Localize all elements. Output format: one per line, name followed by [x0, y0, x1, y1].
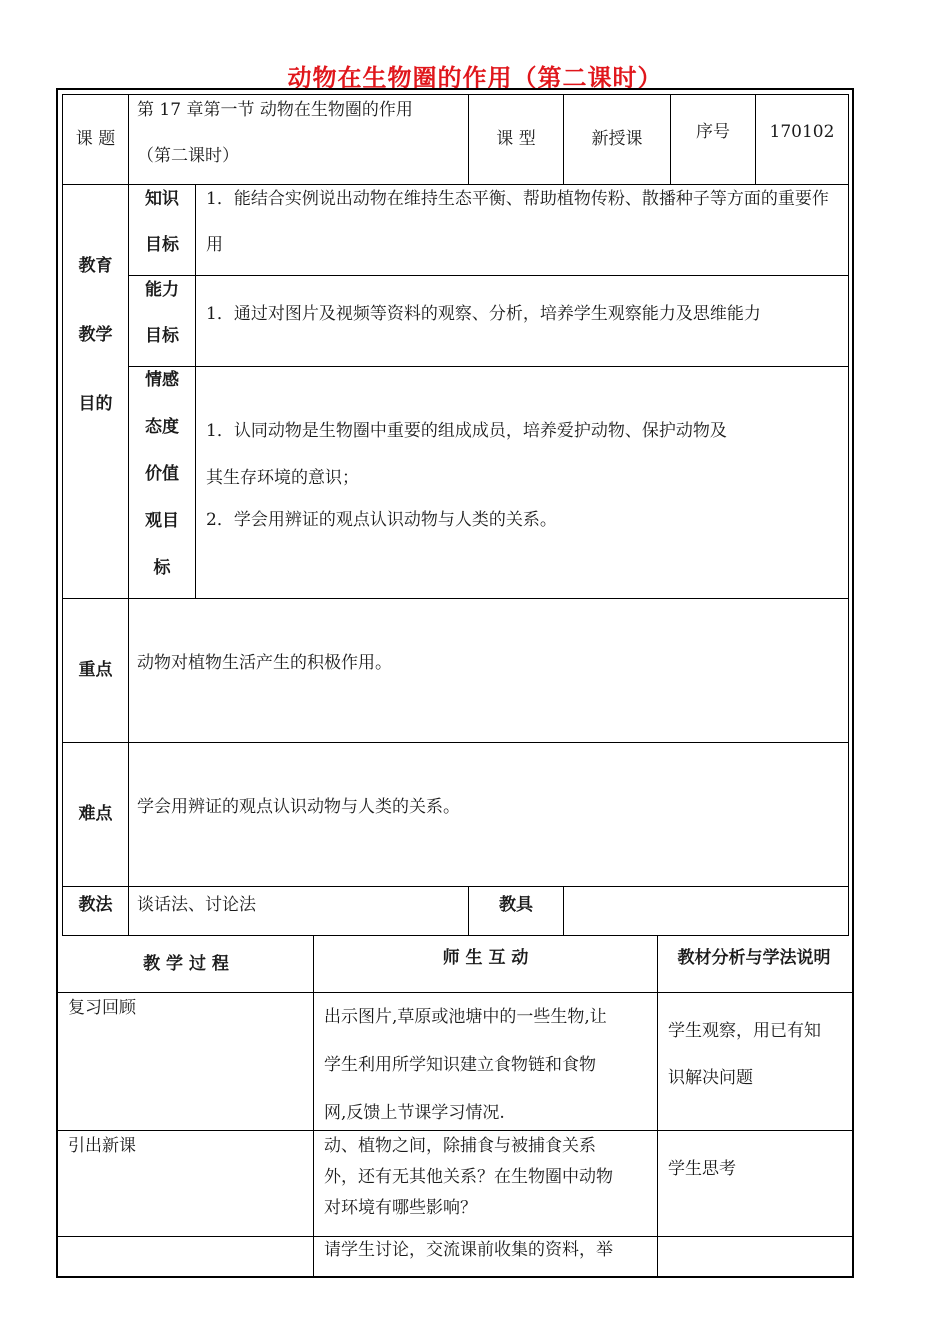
interaction-line: 网,反馈上节课学习情况. [324, 1103, 505, 1123]
method-text: 谈话法、讨论法 [137, 895, 256, 915]
column-divider [657, 935, 658, 1278]
knowledge-objective-text: 1．能结合实例说出动物在维持生态平衡、帮助植物传粉、散播种子等方面的重要作用 [206, 189, 829, 255]
column-divider [313, 935, 314, 1278]
type-label: 课 型 [496, 129, 536, 150]
method-label: 教法 [78, 894, 113, 915]
emotion-label-line2: 态度 [145, 417, 179, 437]
course-title-line1: 第 17 章第一节 动物在生物圈的作用 [137, 100, 413, 120]
interaction-line: 对环境有哪些影响？ [324, 1198, 477, 1218]
row-divider [58, 1236, 852, 1237]
column-divider [195, 184, 196, 598]
knowledge-label-line1: 知识 [145, 189, 179, 209]
process-notes-review [668, 1008, 848, 1102]
difficulty-label: 难点 [78, 804, 113, 825]
document-title: 动物在生物圈的作用（第二课时） [287, 64, 663, 92]
serial-value: 170102 [769, 122, 835, 142]
notes-line: 学生观察，用已有知 [668, 1021, 821, 1041]
difficulty-text: 学会用辨证的观点认识动物与人类的关系。 [137, 797, 460, 817]
emotion-objective-text-3: 2．学会用辨证的观点认识动物与人类的关系。 [206, 510, 557, 530]
emotion-label-line5: 标 [153, 558, 171, 578]
serial-label: 序号 [696, 122, 730, 142]
process-column-interaction: 师 生 互 动 [442, 947, 529, 968]
emotion-objective-text-2: 其生存环境的意识； [206, 468, 359, 488]
row-divider [62, 886, 848, 887]
table-inner-top-border [62, 94, 848, 95]
objectives-label-line1: 教育 [78, 256, 113, 276]
emotion-label-line1: 情感 [145, 370, 179, 390]
knowledge-label-line2: 目标 [145, 235, 179, 255]
interaction-line: 外，还有无其他关系？在生物圈中动物 [324, 1167, 613, 1187]
course-label: 课 题 [75, 129, 116, 150]
process-interaction-discussion: 请学生讨论，交流课前收集的资料，举 [324, 1240, 613, 1260]
row-divider [128, 275, 848, 276]
emotion-label-line3: 价值 [145, 464, 179, 484]
interaction-line: 动、植物之间，除捕食与被捕食关系 [324, 1136, 596, 1156]
process-notes-intro: 学生思考 [668, 1159, 736, 1179]
ability-objective-text: 1．通过对图片及视频等资料的观察、分析，培养学生观察能力及思维能力 [206, 304, 761, 324]
row-divider [128, 366, 848, 367]
notes-line: 识解决问题 [668, 1068, 753, 1088]
row-divider [62, 742, 848, 743]
process-stage-review: 复习回顾 [68, 998, 136, 1018]
interaction-line: 学生利用所学知识建立食物链和食物 [324, 1055, 596, 1075]
emotion-objective-text-1: 1．认同动物是生物圈中重要的组成成员，培养爱护动物、保护动物及 [206, 421, 727, 441]
process-column-notes: 教材分析与学法说明 [677, 947, 831, 968]
process-stage-intro: 引出新课 [68, 1136, 136, 1156]
objectives-label-line2: 教学 [78, 325, 113, 345]
process-interaction-review [324, 993, 654, 1137]
type-value: 新授课 [591, 129, 643, 150]
process-column-stage: 教 学 过 程 [143, 953, 229, 974]
objectives-label-line3: 目的 [78, 394, 113, 414]
row-divider [62, 598, 848, 599]
tools-label: 教具 [499, 894, 533, 915]
column-divider [563, 886, 564, 935]
interaction-line: 出示图片,草原或池塘中的一些生物,让 [324, 1007, 607, 1027]
ability-label-line1: 能力 [145, 280, 179, 300]
course-title-line2: （第二课时） [137, 146, 239, 166]
key-point-label: 重点 [78, 660, 113, 681]
emotion-label-line4: 观目 [145, 511, 179, 531]
table-inner-right-border [848, 94, 849, 936]
key-point-text: 动物对植物生活产生的积极作用。 [137, 653, 392, 673]
ability-label-line2: 目标 [145, 326, 179, 346]
process-interaction-intro [324, 1131, 654, 1224]
